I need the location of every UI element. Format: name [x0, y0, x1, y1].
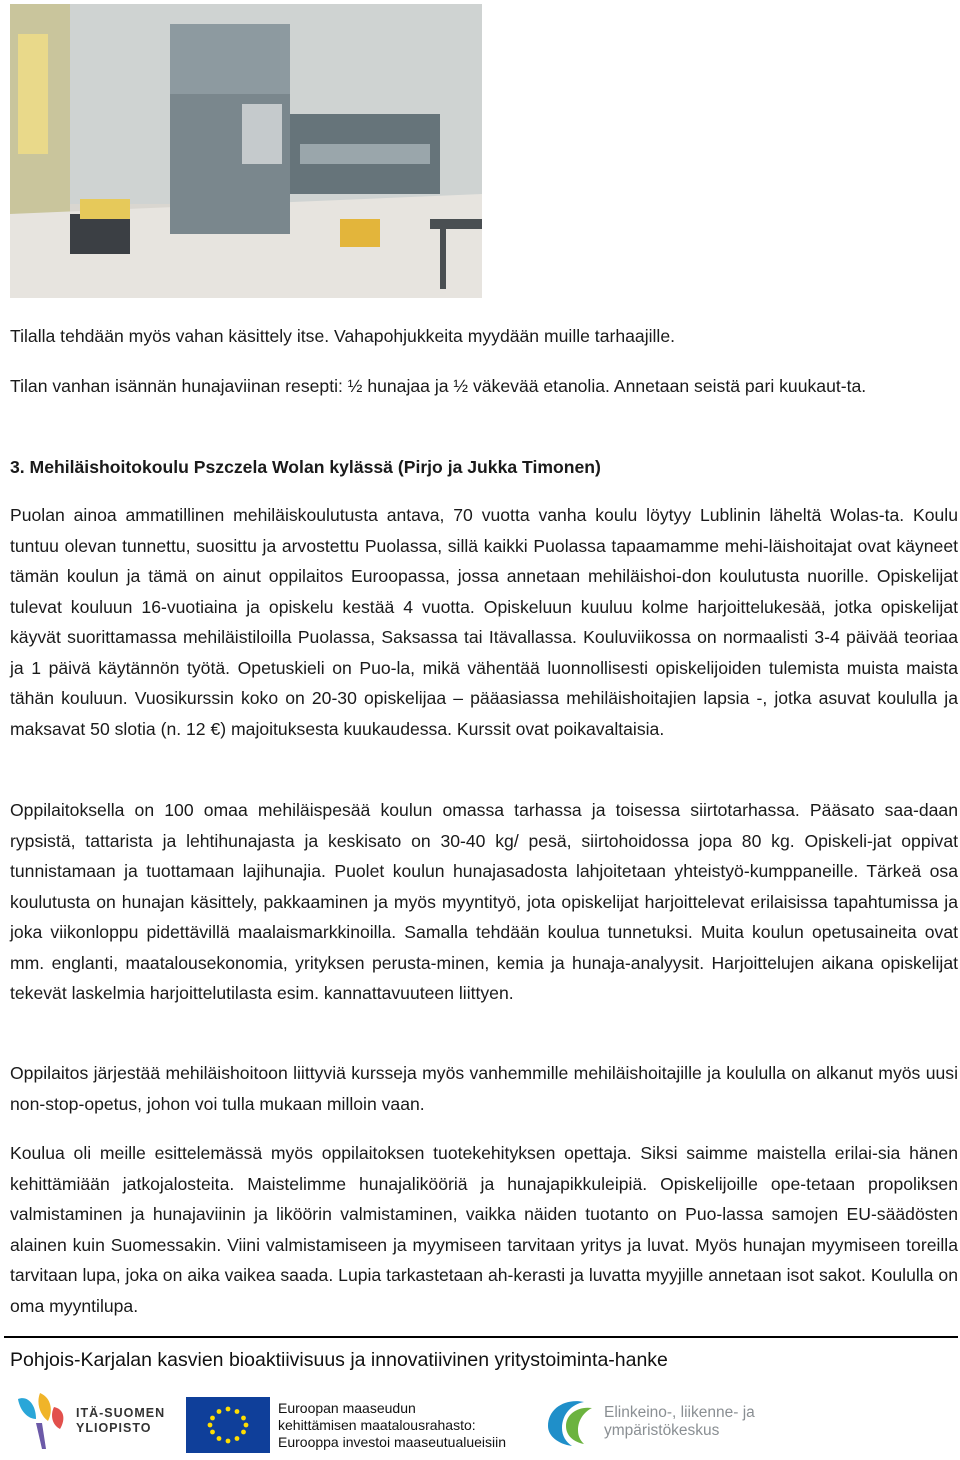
ely-logo — [544, 1392, 764, 1452]
footer-project-title: Pohjois-Karjalan kasvien bioaktiivisuus ja innovatiivinen yritystoiminta-hanke — [10, 1349, 668, 1371]
paragraph-honey-wine-recipe: Tilan vanhan isännän hunajaviinan resepti: ½ hunajaa ja ½ väkevää etanolia. Annetaan seistä pari kuukaut-ta. — [10, 376, 867, 396]
photo-illustration — [10, 4, 482, 298]
paragraph-hives: Oppilaitoksella on 100 omaa mehiläispesää koulun omassa tarhassa ja toisessa siirtotarhassa. Pääsato saa-daan rypsistä, tattarista ja lehtihunajasta ja keskisato on 30-40 kg/ pesä, siirtohoidossa jopa 80 kg. Opiskeli-jat oppivat tunnistamaan ja tuottamaan lajihunajia. Puolet koulun hunajasadosta lahjoitetaan yhteistyö-kumppaneille. Tärkeä osa koulutusta on hunajan käsittely, pakkaaminen ja myös myyntityö, jota opiskelijat harjoittelevat erilaisissa tapahtumissa ja joka viikonloppu pidettävillä maalaismarkkinoilla. Samalla tehdään koulua tunnetuksi. Muita koulun opetusaineita ovat mm. englanti, maatalousekonomia, yrityksen perusta-minen, kemia ja hunaja-analyysit. Harjoittelujen aikana opiskelijat tekevät laskelmia harjoittelutilasta esim. kannattavuuteen liittyen. — [10, 800, 958, 1003]
ely-text-line2: ympäristökeskus — [604, 1422, 720, 1439]
uef-leaf-icon — [10, 1389, 68, 1453]
paragraph-courses: Oppilaitos järjestää mehiläishoitoon liittyviä kursseja myös vanhemmille mehiläishoitajille ja koululla on alkanut myös uusi non-stop-opetus, johon voi tulla mukaan milloin vaan. — [10, 1063, 958, 1114]
eu-fund-logo — [186, 1395, 536, 1455]
ely-text-line1: Elinkeino-, liikenne- ja — [604, 1404, 755, 1421]
eu-text-line3: Eurooppa investoi maaseutualueisiin — [278, 1433, 507, 1450]
section-heading: 3. Mehiläishoitokoulu Pszczela Wolan kylässä (Pirjo ja Jukka Timonen) — [10, 457, 601, 477]
paragraph-product-development: Koulua oli meille esittelemässä myös oppilaitoksen tuotekehityksen opettaja. Siksi saimme maistella erilai-sia hänen kehittämiään jatkojalosteita. Maistelimme hunajalikööriä ja hunajapikkuleipiä. Opiskelijoille ope-tetaan propoliksen valmistaminen ja hunajaviinin ja liköörin valmistaminen, vaikka näiden tuotanto on Puo-lassa samojen EU-säädösten alainen kuin Suomessakin. Viini valmistamiseen ja myymiseen tarvitaan yritys ja luvat. Myös hunajan myymiseen toreilla tarvitaan lupa, joka on aika vaikea saada. Lupia tarkastetaan ah-kerasti ja luvatta myyjille annetaan isot sakot. Koululla on oma myyntilupa. — [10, 1143, 958, 1316]
eu-text-line1: Euroopan maaseudun — [278, 1399, 416, 1416]
eu-text-line2: kehittämisen maatalousrahasto: — [278, 1416, 476, 1433]
uef-logo — [10, 1388, 170, 1454]
ely-swoosh-icon — [544, 1396, 598, 1448]
eu-flag-icon — [186, 1397, 270, 1453]
honey-processing-room-photo — [10, 4, 482, 298]
paragraph-school-intro: Puolan ainoa ammatillinen mehiläiskoulutusta antava, 70 vuotta vanha koulu löytyy Lublinin läheltä Wolas-ta. Koulu tuntuu olevan tunnettu, suosittu ja arvostettu Puolassa, sillä kaikki Puolassa tapaamamme mehi-läishoitajat ovat käyneet tämän koulun ja tämä on ainut oppilaitos Euroopassa, jossa annetaan mehiläishoi-don koulutusta nuorille. Opiskelijat tulevat kouluun 16-vuotiaina ja opiskelu kestää 4 vuotta. Opiskeluun kuuluu kolme harjoittelukesää, jotka opiskelijat käyvät suorittamassa mehiläistiloilla Puolassa, Saksassa tai Itävallassa. Kouluviikossa on normaalisti 3-4 päivää teoriaa ja 1 päivä käytännön työtä. Opetuskieli on Puo-la, mikä vähentää luonnollisesti opiskelijoiden tulemista muista maista tähän kouluun. Vuosikurssin koko on 20-30 opiskelijaa – pääasiassa mehiläishoitajien lapsia -, jotka asuvat koululla ja maksavat 50 slotia (n. 12 €) majoituksesta kuukaudessa. Kurssit ovat poikavaltaisia. — [10, 505, 958, 739]
uef-name-line2: YLIOPISTO — [76, 1421, 152, 1435]
uef-name-line1: ITÄ-SUOMEN — [76, 1406, 166, 1420]
footer-divider — [4, 1336, 958, 1338]
paragraph-wax: Tilalla tehdään myös vahan käsittely itse. Vahapohjukkeita myydään muille tarhaajille. — [10, 326, 676, 346]
